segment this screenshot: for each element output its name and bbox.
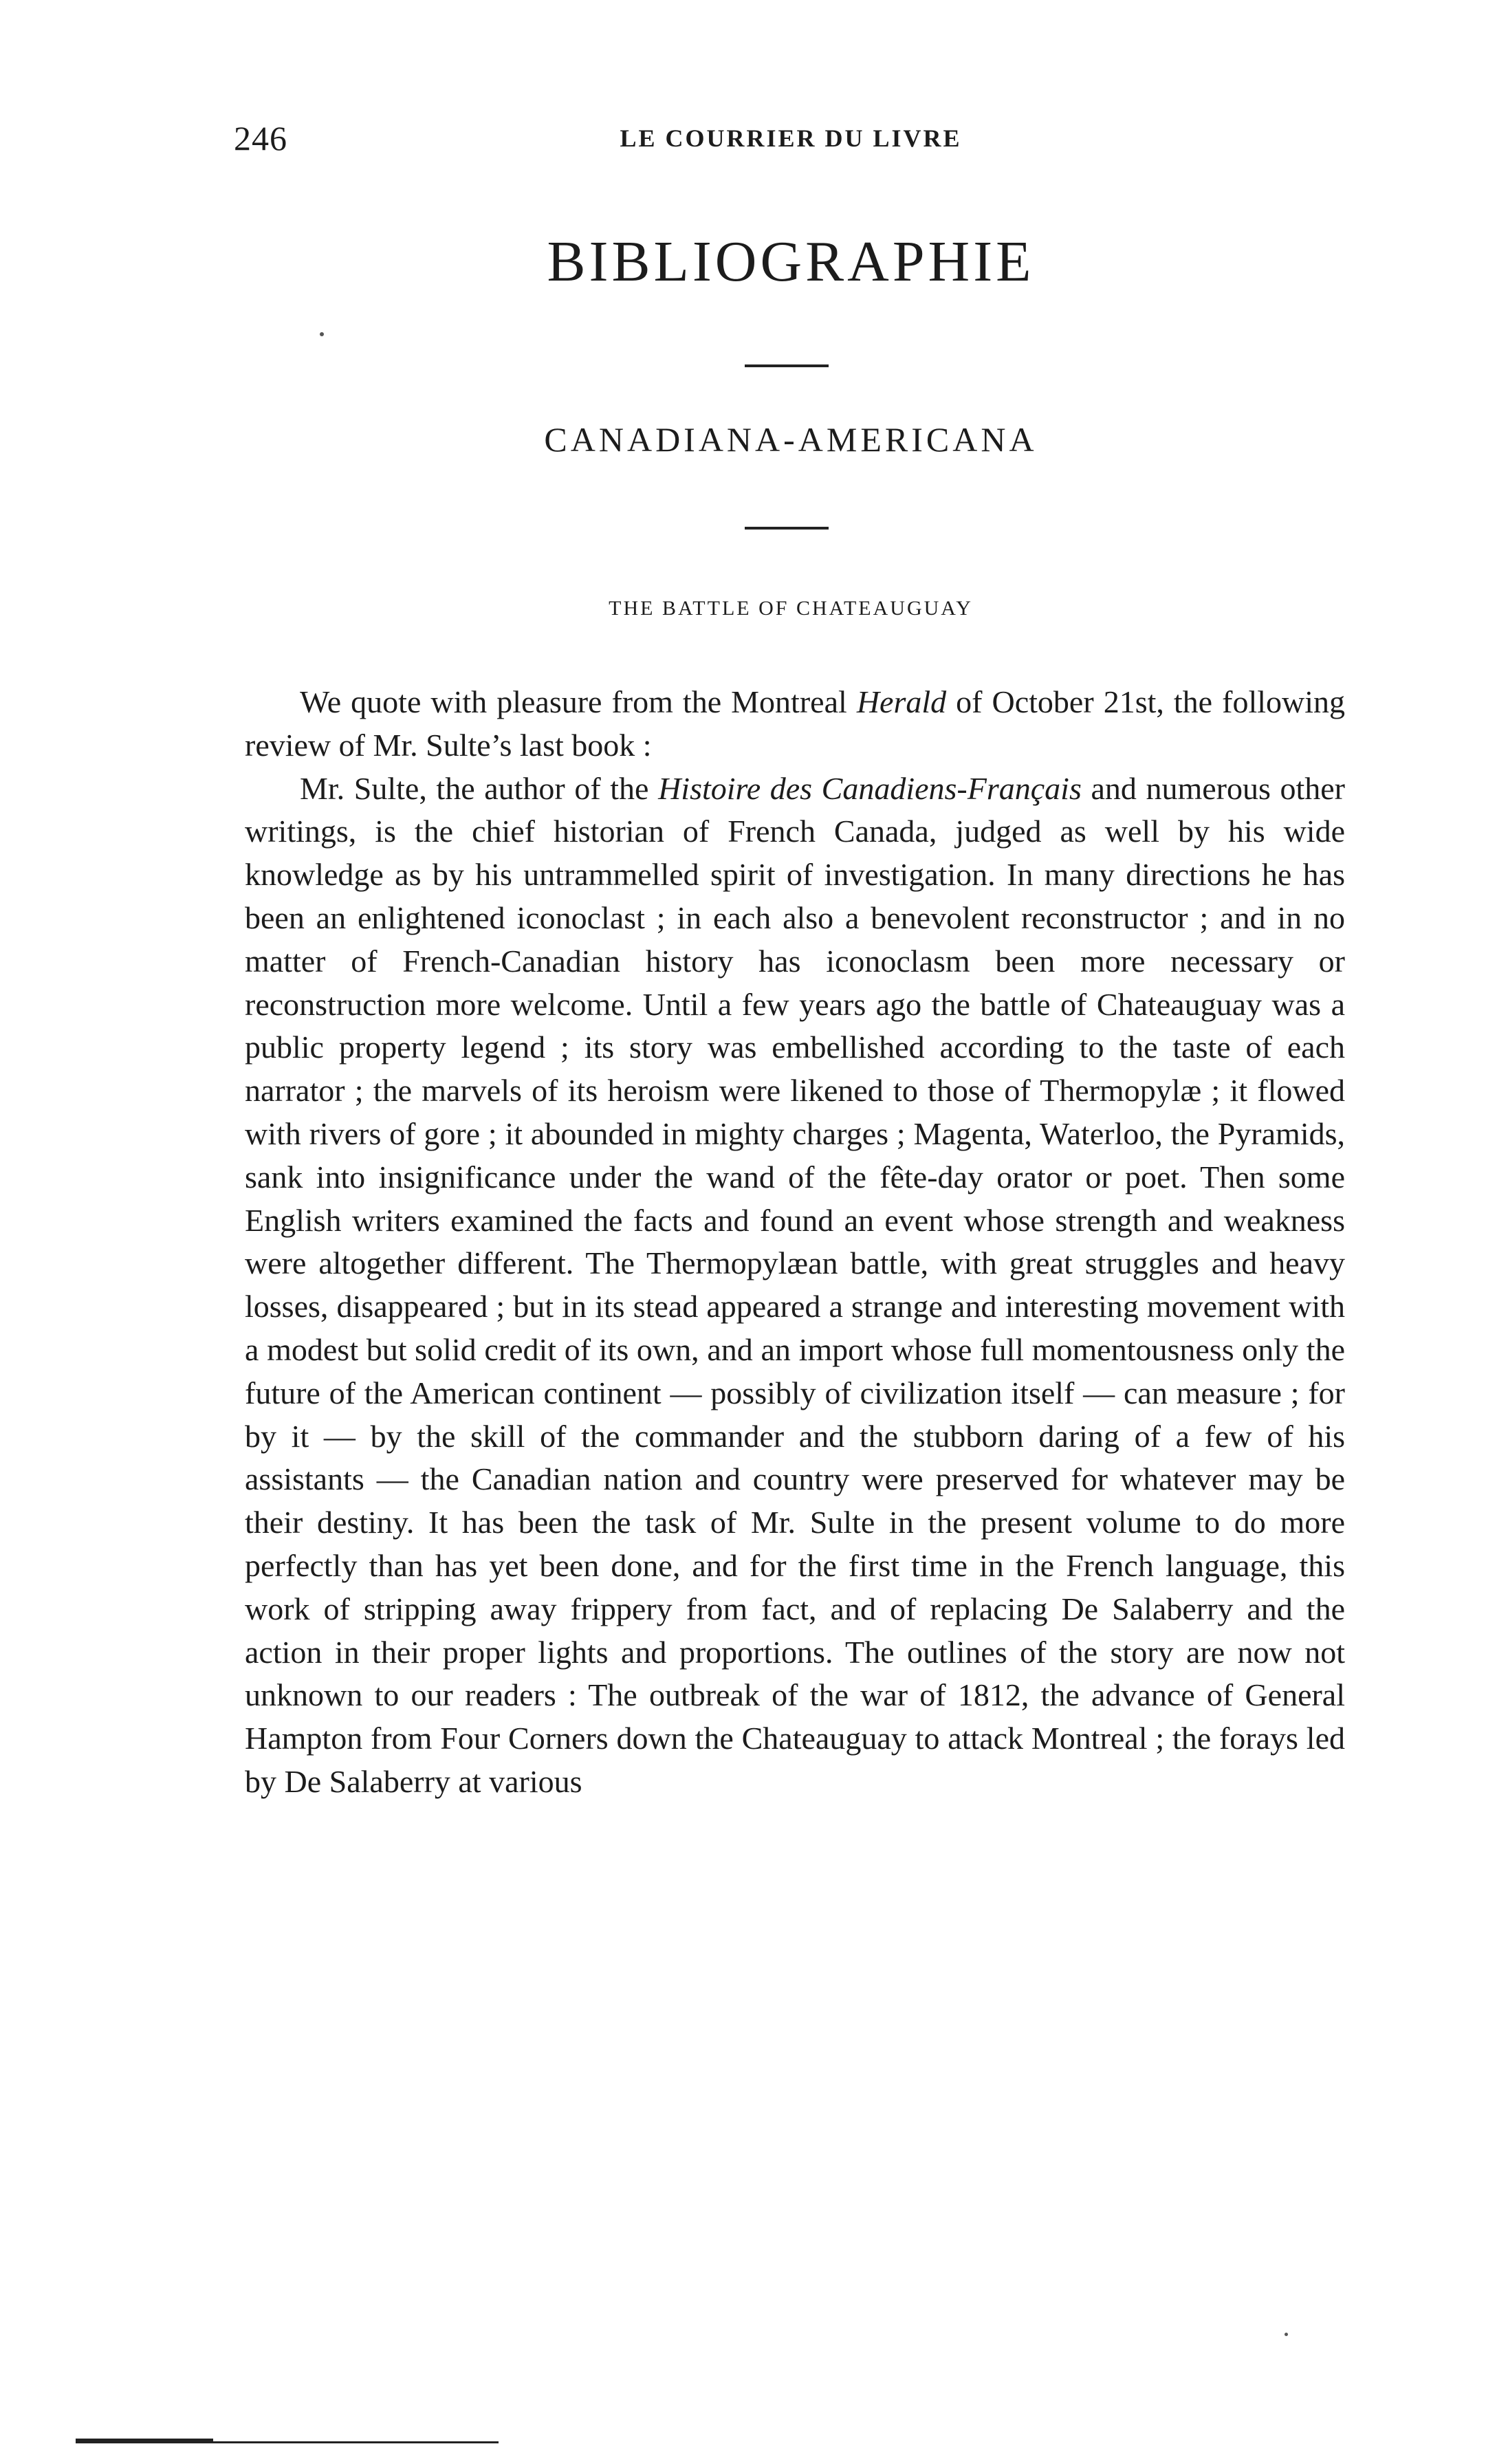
intro-text-end: of October 21st, the following review of Mr. Sulte’s last book :	[245, 684, 1346, 763]
divider-rule	[745, 364, 829, 367]
ink-speck	[320, 332, 324, 336]
intro-text: We quote with pleasure from the Montreal	[300, 684, 857, 719]
article-body	[245, 681, 1345, 1804]
paragraph-review	[245, 767, 1345, 1804]
running-title: LE COURRIER DU LIVRE	[620, 124, 962, 152]
review-text-end: and numerous other writings, is the chief historian of French Canada, judged as well by his wide knowledge as by his untrammelled spirit of investigation. In many directions he has been an enlightened iconoclast ; in each also a benevolent reconstructor ; and in no matter of French-Canadian history has iconoclasm been more necessary or reconstruction more welcome. Until a few years ago the battle of Chateauguay was a public property legend ; its story was embellished according to the taste of each narrator ; the marvels of its heroism were likened to those of Thermopylæ ; it flowed with rivers of gore ; it abounded in mighty charges ; Magenta, Waterloo, the Pyramids, sank into insignificance under the wand of the fête-day orator or poet. Then some English writers examined the facts and found an event whose strength and weakness were altogether different. The Thermopylæan battle, with great struggles and heavy losses, disappeared ; but in its stead appeared a strange and interesting movement with a modest but solid credit of its own, and an import whose full momentousness only the future of the American continent — possibly of civilization itself — can measure ; for by it — by the skill of the commander and the stubborn daring of a few of his assistants — the Canadian nation and country were preserved for whatever may be their destiny. It has been the task of Mr. Sulte in the present volume to do more perfectly than has yet been done, and for the first time in the French language, this work of stripping away frippery from fact, and of replacing De Salaberry and the action in their proper lights and proportions. The outlines of the story are now not unknown to our readers : The outbreak of the war of 1812, the advance of General Hampton from Four Corners down the Chateauguay to attack Montreal ; the forays led by De Salaberry at various	[245, 770, 1345, 1799]
intro-italic: Herald	[856, 684, 947, 719]
divider-rule	[745, 527, 829, 530]
scan-edge-line	[76, 2441, 499, 2443]
paragraph-intro	[245, 681, 1345, 767]
page-header	[234, 118, 1348, 166]
ink-speck	[1285, 2333, 1288, 2336]
review-italic: Histoire des Canadiens-Français	[658, 770, 1082, 806]
article-title: THE BATTLE OF CHATEAUGUAY	[609, 597, 973, 620]
section-title: BIBLIOGRAPHIE	[547, 230, 1035, 294]
review-text: Mr. Sulte, the author of the	[300, 770, 659, 806]
page-number: 246	[234, 119, 287, 157]
subtitle: CANADIANA-AMERICANA	[544, 420, 1038, 459]
